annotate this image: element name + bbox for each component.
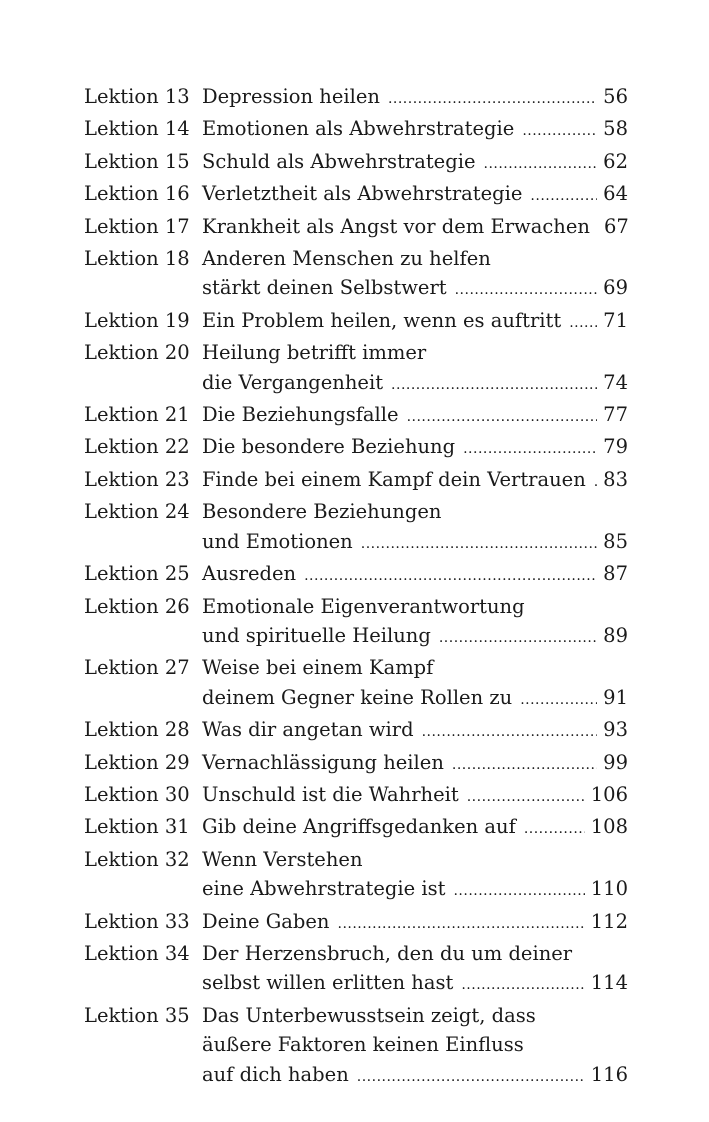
toc-entry: [84, 1001, 628, 1092]
page-number: 56: [603, 85, 628, 108]
lesson-title-line: die Vergangenheit: [202, 370, 384, 394]
lesson-title-line-with-page: [202, 82, 628, 114]
dot-leader: [594, 468, 597, 497]
lesson-title-block: [202, 465, 628, 497]
toc-entry: [84, 147, 628, 179]
lesson-number: Lektion 22: [84, 435, 190, 459]
lesson-title-line: Emotionen als Abwehrstrategie: [202, 117, 515, 141]
dot-leader: [388, 85, 597, 114]
toc-entry: [84, 400, 628, 432]
lesson-number: Lektion 31: [84, 815, 190, 839]
lesson-title-line: Emotionale Eigenverantwortung: [202, 594, 525, 618]
lesson-title-block: [202, 212, 628, 244]
lesson-title-block: [202, 748, 628, 780]
page-number: 64: [603, 182, 628, 206]
dot-leader: [569, 309, 597, 338]
lesson-number: Lektion 16: [84, 182, 190, 206]
lesson-title-block: [202, 338, 628, 400]
dot-leader: [439, 624, 597, 653]
toc-entry: [84, 559, 628, 591]
lesson-title-line-with-page: [202, 559, 628, 591]
lesson-number: Lektion 23: [84, 467, 190, 491]
lesson-number: Lektion 20: [84, 341, 190, 365]
lesson-title-line: äußere Faktoren keinen Einfluss: [202, 1033, 524, 1057]
toc-entry: [84, 212, 628, 244]
lesson-title-block: [202, 845, 628, 907]
lesson-title-line-with-page: [202, 1060, 628, 1092]
lesson-title-line: Ausreden: [202, 562, 297, 586]
page-number: 69: [603, 276, 628, 300]
dot-leader: [361, 530, 597, 559]
lesson-title-line: Weise bei einem Kampf: [202, 656, 434, 680]
lesson-title-line-with-page: [202, 621, 628, 653]
page-number: 71: [603, 308, 628, 332]
lesson-title-line-with-page: [202, 465, 628, 497]
toc-entry: [84, 244, 628, 306]
lesson-title-line-with-page: [202, 368, 628, 400]
lesson-number: Lektion 18: [84, 247, 190, 271]
toc-entry: [84, 465, 628, 497]
lesson-title-line-with-page: [202, 715, 628, 747]
lesson-title-block: [202, 432, 628, 464]
toc-entry: [84, 845, 628, 907]
page-number: 87: [603, 562, 628, 586]
lesson-title-line-with-page: [202, 683, 628, 715]
toc-entry: [84, 114, 628, 146]
lesson-number: Lektion 17: [84, 214, 190, 238]
toc-entry: [84, 939, 628, 1001]
table-of-contents: [84, 82, 628, 1092]
toc-entry: [84, 306, 628, 338]
lesson-number: Lektion 25: [84, 562, 190, 586]
lesson-number: Lektion 30: [84, 782, 190, 806]
lesson-title-block: [202, 780, 628, 812]
dot-leader: [452, 751, 597, 780]
toc-entry: [84, 592, 628, 654]
lesson-title-block: [202, 114, 628, 146]
lesson-number: Lektion 14: [84, 117, 190, 141]
lesson-title-line-with-page: [202, 147, 628, 179]
lesson-title-line-with-page: [202, 907, 628, 939]
lesson-title-block: [202, 812, 628, 844]
dot-leader: [453, 877, 584, 906]
toc-entry: [84, 497, 628, 559]
page-number: 116: [590, 1062, 628, 1086]
lesson-title-block: [202, 715, 628, 747]
page-number: 62: [603, 149, 628, 173]
toc-entry: [84, 812, 628, 844]
lesson-title-line-with-page: [202, 179, 628, 211]
lesson-number: Lektion 24: [84, 500, 190, 524]
page-number: 114: [590, 971, 628, 995]
lesson-number: Lektion 34: [84, 941, 190, 965]
lesson-title-line: und spirituelle Heilung: [202, 623, 431, 647]
lesson-title-block: [202, 653, 628, 715]
lesson-title-line: selbst willen erlitten hast: [202, 971, 454, 995]
lesson-title-line-with-page: [202, 400, 628, 432]
page-number: 77: [603, 403, 628, 427]
lesson-title-line-with-page: [202, 968, 628, 1000]
page-number: 91: [603, 685, 628, 709]
lesson-title-line: Unschuld ist die Wahrheit: [202, 782, 459, 806]
dot-leader: [338, 910, 585, 939]
lesson-title-block: [202, 1001, 628, 1092]
lesson-title-line: Wenn Verstehen: [202, 847, 363, 871]
lesson-title-block: [202, 306, 628, 338]
lesson-number: Lektion 21: [84, 403, 190, 427]
dot-leader: [484, 150, 598, 179]
toc-entry: [84, 179, 628, 211]
dot-leader: [524, 815, 585, 844]
lesson-title-line: eine Abwehrstrategie ist: [202, 877, 446, 901]
page-number: 108: [590, 815, 628, 839]
dot-leader: [391, 371, 597, 400]
lesson-number: Lektion 33: [84, 909, 190, 933]
lesson-title-block: [202, 592, 628, 654]
lesson-title-line: Finde bei einem Kampf dein Vertrauen: [202, 467, 586, 491]
lesson-title-line: Verletztheit als Abwehrstrategie: [202, 182, 523, 206]
page-number: 79: [603, 435, 628, 459]
lesson-title-line: Schuld als Abwehrstrategie: [202, 149, 476, 173]
page-number: 74: [603, 370, 628, 394]
lesson-number: Lektion 19: [84, 308, 190, 332]
page-number: 93: [603, 718, 628, 742]
lesson-number: Lektion 28: [84, 718, 190, 742]
page-number: 106: [590, 782, 628, 806]
lesson-title-line-with-page: [202, 812, 628, 844]
lesson-title-line: Die besondere Beziehung: [202, 435, 456, 459]
lesson-number: Lektion 15: [84, 149, 190, 173]
lesson-title-line-with-page: [202, 874, 628, 906]
lesson-title-line: Gib deine Angriffsgedanken auf: [202, 815, 516, 839]
lesson-title-line-with-page: [202, 748, 628, 780]
lesson-title-block: [202, 82, 628, 114]
toc-entry: [84, 653, 628, 715]
lesson-title-block: [202, 179, 628, 211]
lesson-title-block: [202, 147, 628, 179]
lesson-title-line: stärkt deinen Selbstwert: [202, 276, 447, 300]
lesson-title-line: Das Unterbewusstsein zeigt, dass: [202, 1003, 536, 1027]
page-number: 83: [603, 467, 628, 491]
page-number: 67: [603, 214, 629, 238]
lesson-title-line: Was dir angetan wird: [202, 718, 414, 742]
lesson-number: Lektion 13: [84, 85, 190, 108]
lesson-title-line: Vernachlässigung heilen: [202, 750, 444, 774]
lesson-title-block: [202, 907, 628, 939]
lesson-number: Lektion 35: [84, 1003, 190, 1027]
lesson-title-line: Deine Gaben: [202, 909, 330, 933]
toc-entry: [84, 82, 628, 114]
lesson-title-block: [202, 497, 628, 559]
page-number: 89: [603, 623, 628, 647]
page-number: 112: [590, 909, 628, 933]
lesson-title-line: Besondere Beziehungen: [202, 500, 442, 524]
dot-leader: [467, 783, 585, 812]
lesson-title-line-with-page: [202, 527, 628, 559]
lesson-title-line: Heilung betrifft immer: [202, 341, 427, 365]
lesson-title-line: Ein Problem heilen, wenn es auftritt: [202, 308, 562, 332]
page-number: 99: [603, 750, 628, 774]
dot-leader: [304, 562, 597, 591]
dot-leader: [407, 403, 598, 432]
lesson-title-line-with-page: [202, 306, 628, 338]
lesson-title-line-with-page: [202, 114, 628, 146]
dot-leader: [455, 276, 598, 305]
toc-entry: [84, 907, 628, 939]
lesson-title-line-with-page: [202, 273, 628, 305]
page-number: 85: [603, 529, 628, 553]
lesson-title-line-with-page: [202, 432, 628, 464]
toc-entry: [84, 432, 628, 464]
lesson-title-line: deinem Gegner keine Rollen zu: [202, 685, 513, 709]
dot-leader: [357, 1063, 585, 1092]
lesson-title-line: Depression heilen: [202, 85, 380, 108]
lesson-title-block: [202, 244, 628, 306]
lesson-title-line: Krankheit als Angst vor dem Erwachen: [202, 214, 590, 238]
lesson-title-line: auf dich haben: [202, 1062, 349, 1086]
dot-leader: [520, 686, 597, 715]
lesson-title-line: Die Beziehungsfalle: [202, 403, 399, 427]
lesson-number: Lektion 32: [84, 847, 190, 871]
toc-entry: [84, 338, 628, 400]
lesson-title-block: [202, 939, 628, 1001]
toc-entry: [84, 715, 628, 747]
lesson-title-line: und Emotionen: [202, 529, 353, 553]
lesson-number: Lektion 27: [84, 656, 190, 680]
toc-entry: [84, 748, 628, 780]
lesson-title-line: Anderen Menschen zu helfen: [202, 247, 491, 271]
dot-leader: [522, 117, 597, 146]
dot-leader: [463, 435, 597, 464]
dot-leader: [530, 182, 597, 211]
lesson-title-block: [202, 559, 628, 591]
dot-leader: [461, 971, 584, 1000]
dot-leader: [422, 718, 598, 747]
lesson-title-line: Der Herzensbruch, den du um deiner: [202, 941, 573, 965]
lesson-title-line-with-page: [202, 780, 628, 812]
lesson-number: Lektion 29: [84, 750, 190, 774]
toc-entry: [84, 780, 628, 812]
lesson-number: Lektion 26: [84, 594, 190, 618]
lesson-title-block: [202, 400, 628, 432]
lesson-title-line-with-page: [202, 212, 628, 244]
page-number: 110: [590, 877, 628, 901]
page-number: 58: [603, 117, 628, 141]
